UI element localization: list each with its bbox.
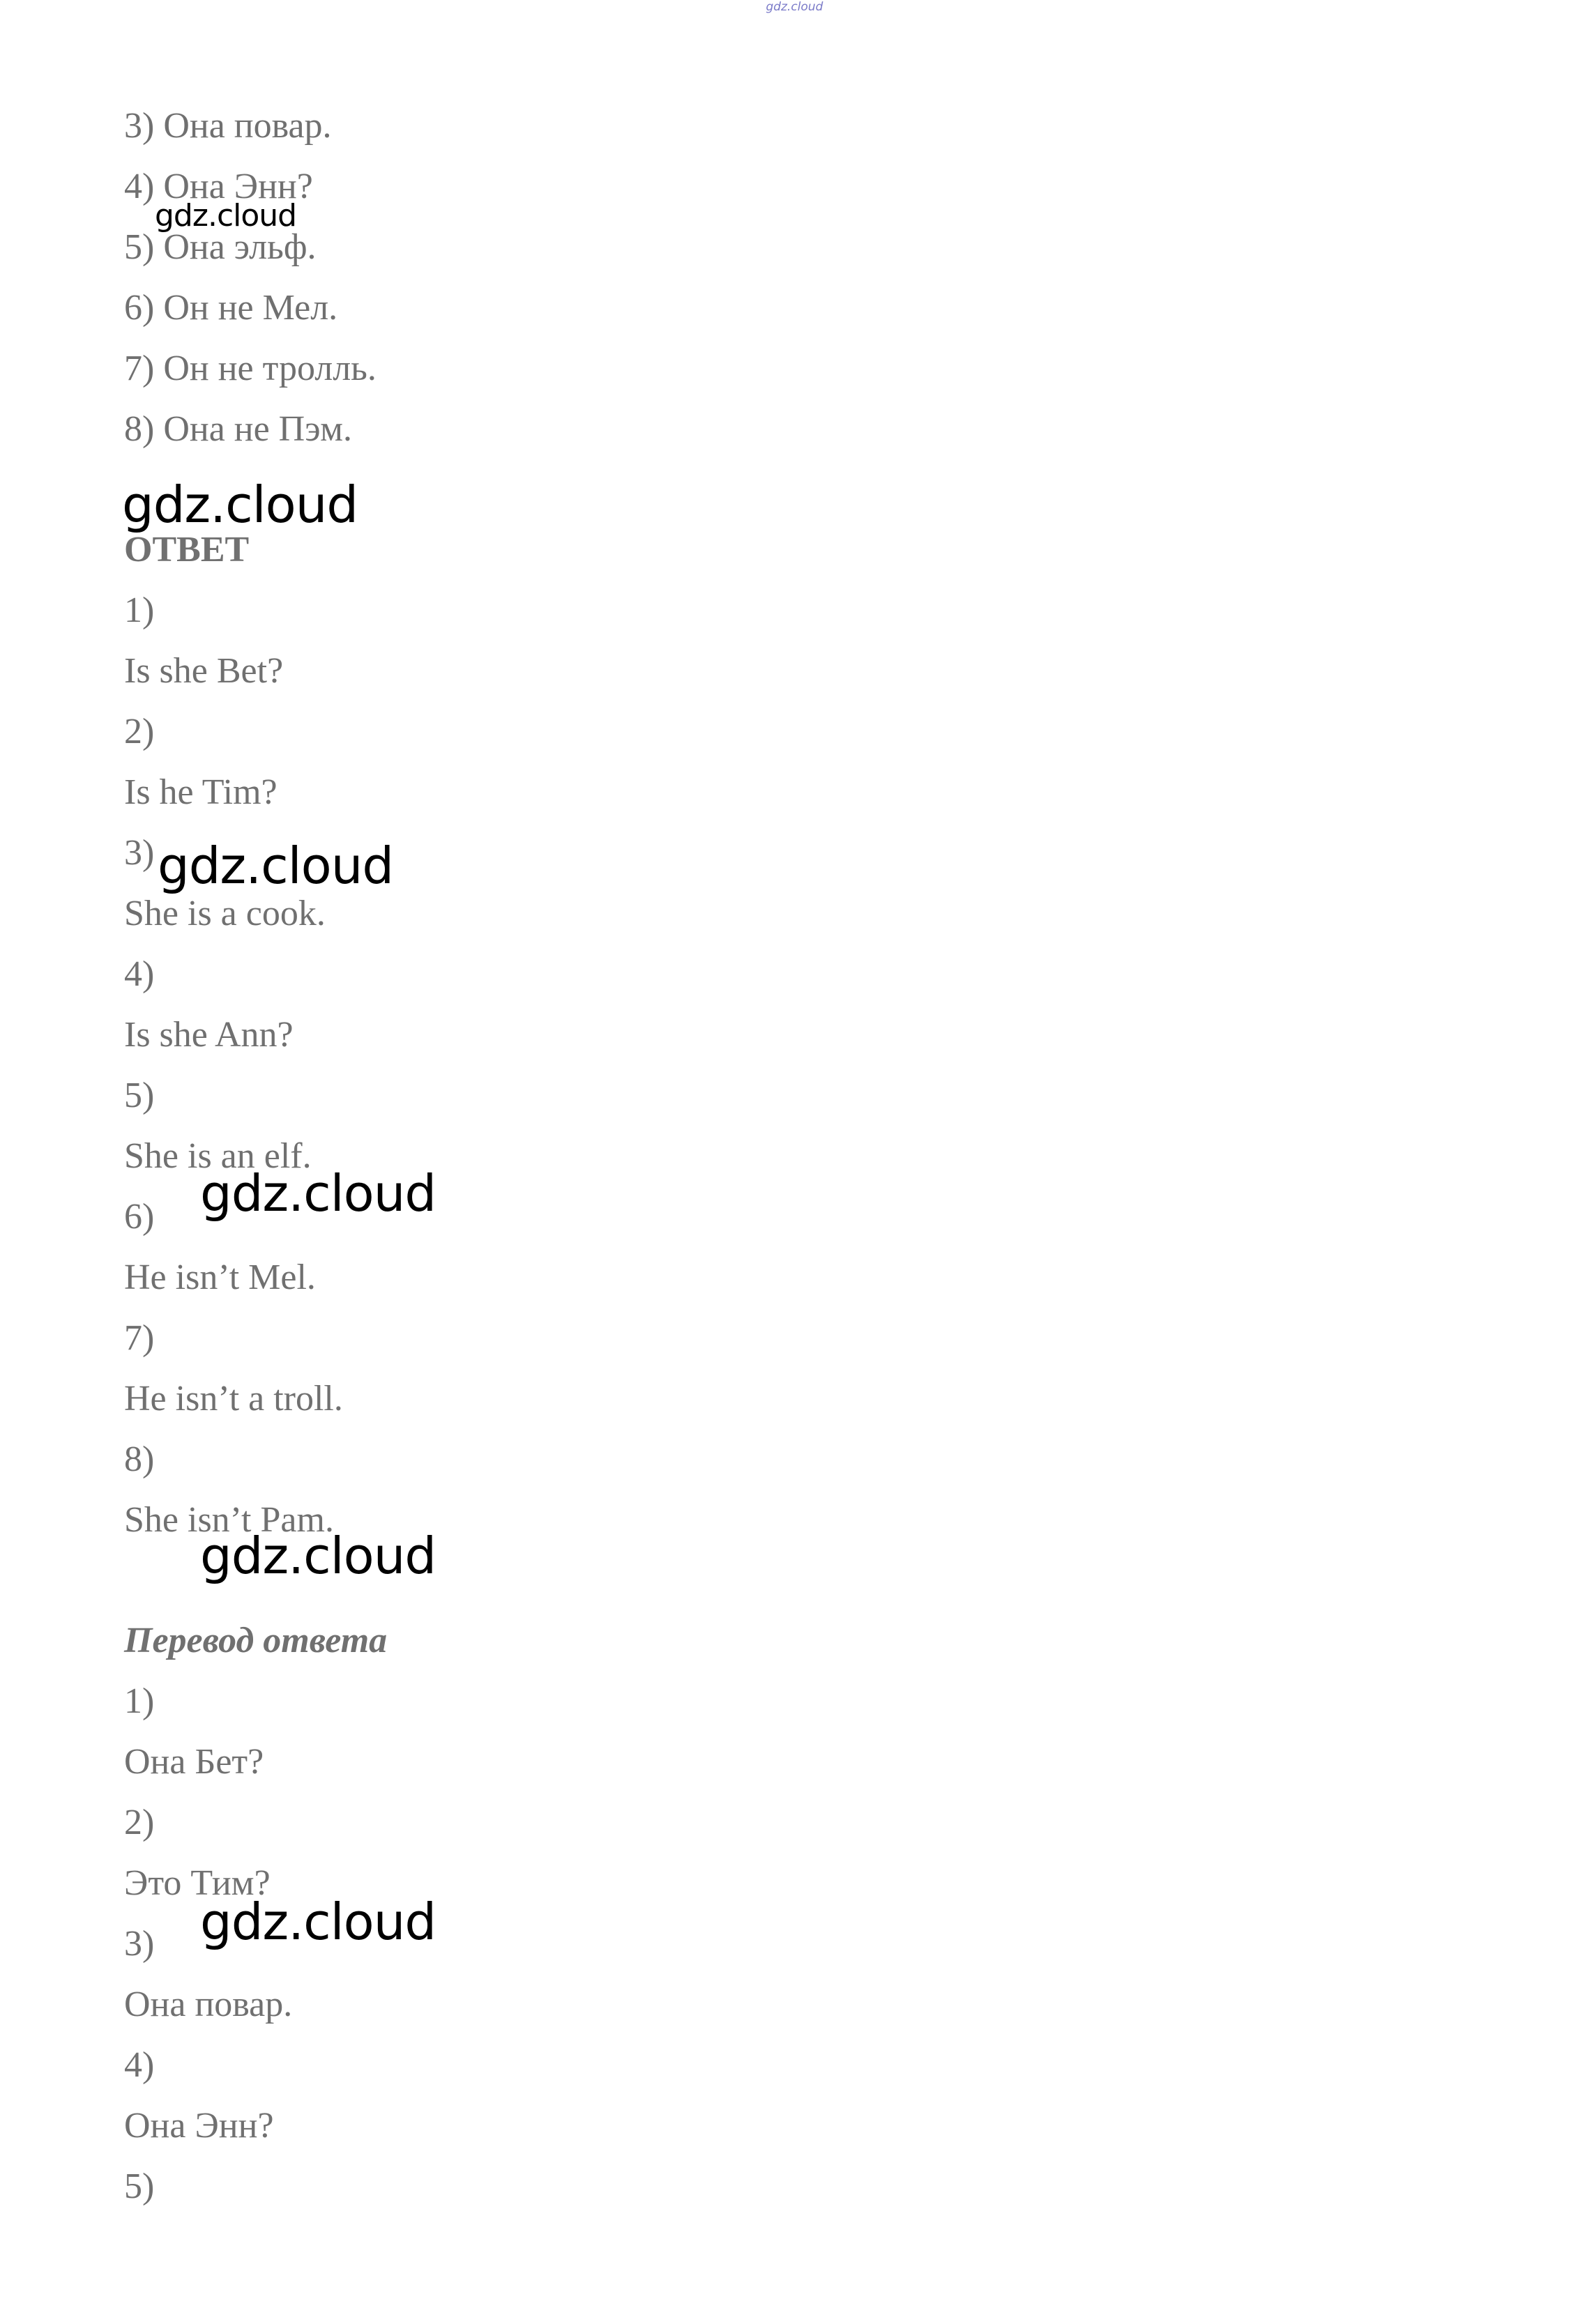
translation-number: 2) (124, 1803, 155, 1842)
answer-number: 6) (124, 1197, 155, 1237)
task-line: 6) Он не Мел. (124, 288, 338, 328)
task-line: 5) Она эльф. (124, 227, 317, 267)
watermark-text: gdz.cloud (122, 475, 358, 534)
translation-text: Она повар. (124, 1985, 293, 2024)
translation-heading: Перевод ответа (124, 1621, 388, 1660)
answer-text: Is she Ann? (124, 1015, 294, 1055)
task-line: 3) Она повар. (124, 106, 332, 146)
translation-text: Она Энн? (124, 2106, 274, 2146)
watermark-text: gdz.cloud (200, 1164, 436, 1223)
answer-number: 2) (124, 712, 155, 751)
answer-number: 1) (124, 590, 155, 630)
watermark-text: gdz.cloud (200, 1527, 436, 1585)
answer-number: 8) (124, 1439, 155, 1479)
watermark-text: gdz.cloud (158, 836, 394, 895)
task-line: 7) Он не тролль. (124, 349, 377, 388)
site-mark: gdz.cloud (766, 0, 823, 14)
answer-text: She isn’t Pam. (124, 1500, 334, 1540)
watermark-text: gdz.cloud (200, 1893, 436, 1951)
answer-number: 5) (124, 1076, 155, 1115)
translation-number: 4) (124, 2045, 155, 2085)
answer-text: He isn’t a troll. (124, 1379, 343, 1419)
answer-text: She is an elf. (124, 1136, 312, 1176)
translation-number: 5) (124, 2166, 155, 2206)
task-line: 8) Она не Пэм. (124, 409, 353, 449)
answer-text: Is he Tim? (124, 772, 277, 812)
answer-number: 7) (124, 1318, 155, 1358)
translation-number: 1) (124, 1681, 155, 1721)
translation-text: Она Бет? (124, 1742, 264, 1782)
answer-number: 4) (124, 954, 155, 994)
task-line: 4) Она Энн? (124, 167, 313, 206)
answer-heading: ОТВЕТ (124, 530, 250, 569)
answer-text: He isn’t Mel. (124, 1257, 316, 1297)
answer-number: 3) (124, 833, 155, 873)
answer-text: Is she Bet? (124, 651, 284, 691)
translation-text: Это Тим? (124, 1863, 271, 1903)
translation-number: 3) (124, 1924, 155, 1964)
answer-text: She is a cook. (124, 894, 326, 933)
watermark-text: gdz.cloud (155, 198, 297, 234)
